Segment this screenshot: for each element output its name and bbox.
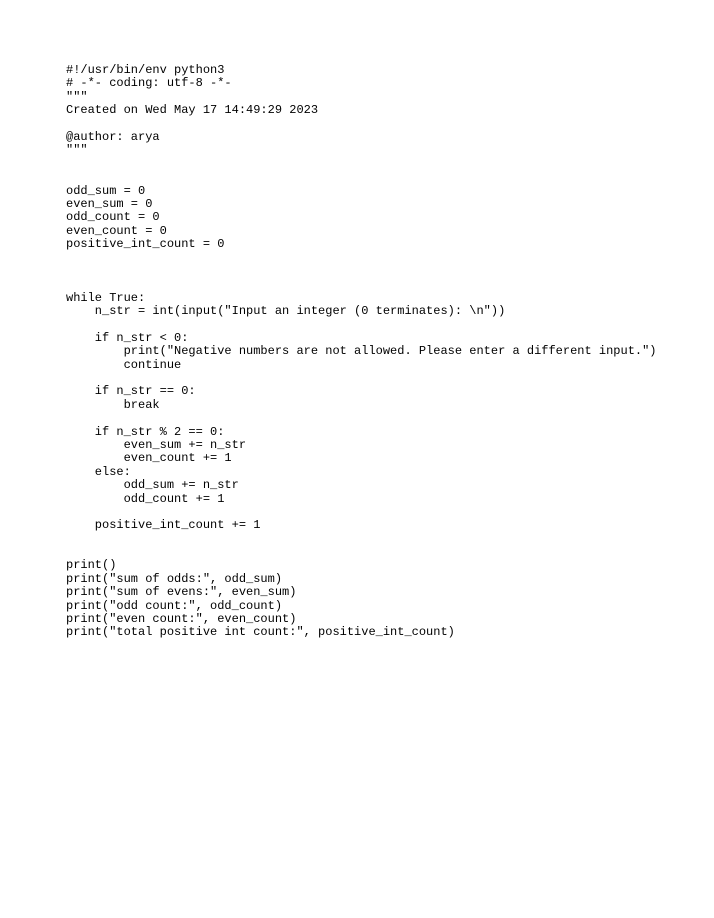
code-line: odd_sum = 0 (66, 183, 146, 198)
code-line (66, 318, 657, 331)
code-line: print("Negative numbers are not allowed. Please enter a different input.") (66, 344, 657, 359)
code-line: continue (66, 357, 182, 372)
code-line: print("odd count:", odd_count) (66, 598, 283, 613)
code-line: if n_str % 2 == 0: (66, 424, 225, 439)
code-line: even_sum += n_str (66, 437, 247, 452)
code-line (66, 278, 657, 291)
code-line: print("sum of odds:", odd_sum) (66, 571, 283, 586)
code-line: Created on Wed May 17 14:49:29 2023 (66, 103, 319, 118)
code-line: else: (66, 464, 131, 479)
code-line (66, 118, 657, 131)
code-listing (66, 64, 657, 640)
code-line: odd_count = 0 (66, 210, 160, 225)
code-line: # -*- coding: utf-8 -*- (66, 76, 232, 91)
code-line: odd_count += 1 (66, 491, 225, 506)
code-line: even_count += 1 (66, 451, 232, 466)
code-line: while True: (66, 290, 146, 305)
code-line: print("even count:", even_count) (66, 612, 297, 627)
code-line: @author: arya (66, 129, 160, 144)
code-line: n_str = int(input("Input an integer (0 terminates): \n")) (66, 304, 506, 319)
code-line: print("total positive int count:", positive_int_count) (66, 625, 455, 640)
code-line: positive_int_count = 0 (66, 237, 225, 252)
code-line (66, 251, 657, 264)
code-line: """ (66, 89, 88, 104)
code-line: """ (66, 143, 88, 158)
code-line (66, 171, 657, 184)
code-line: odd_sum += n_str (66, 478, 239, 493)
code-line: break (66, 397, 160, 412)
code-line (66, 158, 657, 171)
code-line: print() (66, 558, 117, 573)
code-line: if n_str == 0: (66, 384, 196, 399)
code-line (66, 533, 657, 546)
code-line (66, 506, 657, 519)
code-line (66, 265, 657, 278)
code-line: even_sum = 0 (66, 196, 153, 211)
code-line: even_count = 0 (66, 223, 167, 238)
code-line: positive_int_count += 1 (66, 518, 261, 533)
code-line (66, 372, 657, 385)
code-line: #!/usr/bin/env python3 (66, 63, 225, 77)
code-line (66, 546, 657, 559)
code-line: print("sum of evens:", even_sum) (66, 585, 297, 600)
code-line: if n_str < 0: (66, 330, 189, 345)
code-line (66, 412, 657, 425)
